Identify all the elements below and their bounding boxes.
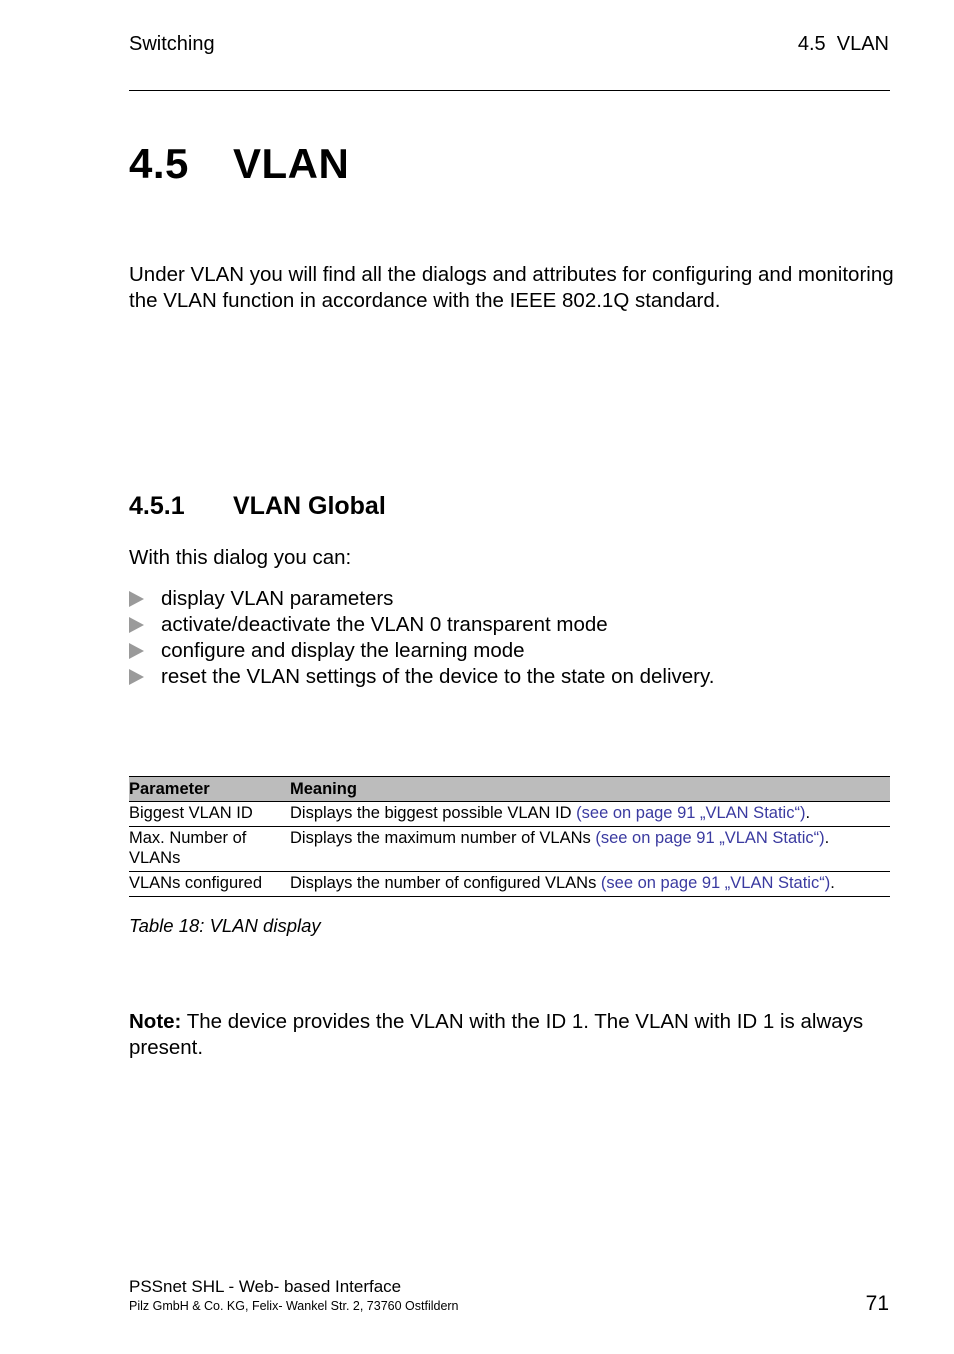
cross-reference-link[interactable]: (see on page 91 „VLAN Static“)	[600, 874, 831, 892]
table-row	[129, 872, 890, 897]
header-divider	[129, 90, 890, 91]
vlan-display-table	[129, 776, 890, 897]
parameter-cell: VLANs configured	[129, 872, 290, 897]
table-header-row	[129, 777, 890, 802]
triangle-bullet-icon	[129, 591, 144, 607]
note-paragraph	[129, 1009, 899, 1061]
section-title: VLAN Global	[233, 492, 386, 520]
triangle-bullet-icon	[129, 669, 144, 685]
footer-document-title: PSSnet SHL - Web- based Interface	[129, 1277, 402, 1296]
lead-text: With this dialog you can:	[129, 546, 352, 569]
list-item: display VLAN parameters	[129, 586, 714, 612]
list-item: activate/deactivate the VLAN 0 transparent mode	[129, 612, 714, 638]
running-header-chapter: 4.5 VLAN	[797, 33, 889, 55]
meaning-cell: Displays the maximum number of VLANs (see on page 91 „VLAN Static“).	[290, 827, 890, 872]
cross-reference-link[interactable]: (see on page 91 „VLAN Static“)	[595, 829, 825, 847]
triangle-bullet-icon	[129, 643, 144, 659]
section-number: 4.5.1	[129, 492, 185, 520]
chapter-heading	[129, 140, 349, 188]
meaning-cell: Displays the number of configured VLANs (see on page 91 „VLAN Static“).	[290, 872, 890, 897]
note-text: The device provides the VLAN with the ID 1. The VLAN with ID 1 is always present.	[129, 1010, 864, 1059]
chapter-number: 4.5	[129, 140, 189, 187]
table-row	[129, 827, 890, 872]
meaning-cell: Displays the biggest possible VLAN ID (see on page 91 „VLAN Static“).	[290, 802, 890, 827]
page-number: 71	[865, 1292, 889, 1315]
running-header-section: Switching	[129, 33, 215, 55]
list-item: reset the VLAN settings of the device to the state on delivery.	[129, 664, 714, 690]
section-heading	[129, 492, 386, 521]
column-header-parameter: Parameter	[129, 777, 290, 802]
feature-list	[129, 586, 714, 690]
table-caption: Table 18: VLAN display	[129, 915, 321, 936]
footer-address: Pilz GmbH & Co. KG, Felix- Wankel Str. 2, 73760 Ostfildern	[129, 1299, 459, 1313]
parameter-cell: Biggest VLAN ID	[129, 802, 290, 827]
parameter-cell: Max. Number of VLANs	[129, 827, 290, 872]
list-item: configure and display the learning mode	[129, 638, 714, 664]
table-row	[129, 802, 890, 827]
intro-paragraph: Under VLAN you will find all the dialogs and attributes for configuring and monitoring the VLAN function in accordance with the IEEE 802.1Q standard.	[129, 263, 894, 312]
note-label: Note:	[129, 1010, 182, 1033]
cross-reference-link[interactable]: (see on page 91 „VLAN Static“)	[576, 804, 806, 822]
triangle-bullet-icon	[129, 617, 144, 633]
chapter-title: VLAN	[233, 140, 350, 187]
column-header-meaning: Meaning	[290, 777, 890, 802]
